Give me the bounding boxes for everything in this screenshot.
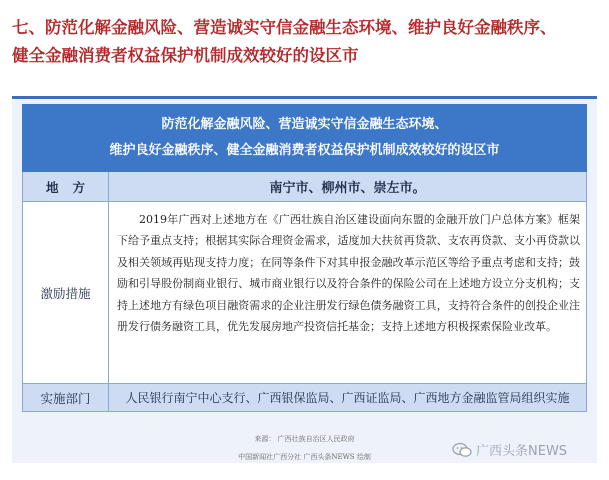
table-title-line-2: 维护良好金融秩序、健全金融消费者权益保护机制成效较好的设区市 [109,143,500,158]
measures-text: 2019年广西对上述地方在《广西壮族自治区建设面向东盟的金融开放门户总体方案》框架下给予重点支持；根据其实际合理资金需求，适度加大扶贫再贷款、支农再贷款、支小再贷款以及相关领域再贴现支持力度；在同等条件下对其申报金融改革示范区等给予重点考虑和支持；鼓励和引导股份制商业银行、城市商业银行以及符合条件的保险公司在上述地方设立分支机构；支持上述地方有绿色项目融资需求的企业注册发行绿色债务融资工具，支持符合条件的创投企业注册发行债务融资工具，优先发展房地产投资信托基金；支持上述地方积极探索保险业改革。 [117,213,580,334]
credit-note: 中国新闻社广西分社 广西头条NEWS 绘制 [238,453,371,461]
watermark [452,440,567,459]
table-title-line-1: 防范化解金融风险、营造诚实守信金融生态环境、 [161,117,448,132]
department-label: 实施部门 [23,384,109,411]
measures-label: 激励措施 [23,202,109,383]
watermark-text: 广西头条NEWS [476,444,568,459]
chat-bubble-icon [452,442,472,458]
source-note: 来源： 广西壮族自治区人民政府 [254,435,355,443]
department-value: 人民银行南宁中心支行、广西银保监局、广西证监局、广西地方金融监管局组织实施 [125,391,570,405]
page-heading [12,14,602,70]
region-label: 地方 [23,172,109,201]
region-value: 南宁市、柳州市、崇左市。 [269,181,426,196]
table-row-region [22,172,587,202]
heading-line-1: 七、防范化解金融风险、营造诚实守信金融生态环境、维护良好金融秩序、 [12,18,557,37]
table-row-measures [22,202,587,384]
heading-line-2: 健全金融消费者权益保护机制成效较好的设区市 [12,46,359,65]
table-title [22,104,587,172]
policy-card [12,96,597,463]
measures-cell [109,202,586,383]
card-top-border [12,96,597,99]
policy-table [22,104,587,412]
table-row-department [22,384,587,412]
